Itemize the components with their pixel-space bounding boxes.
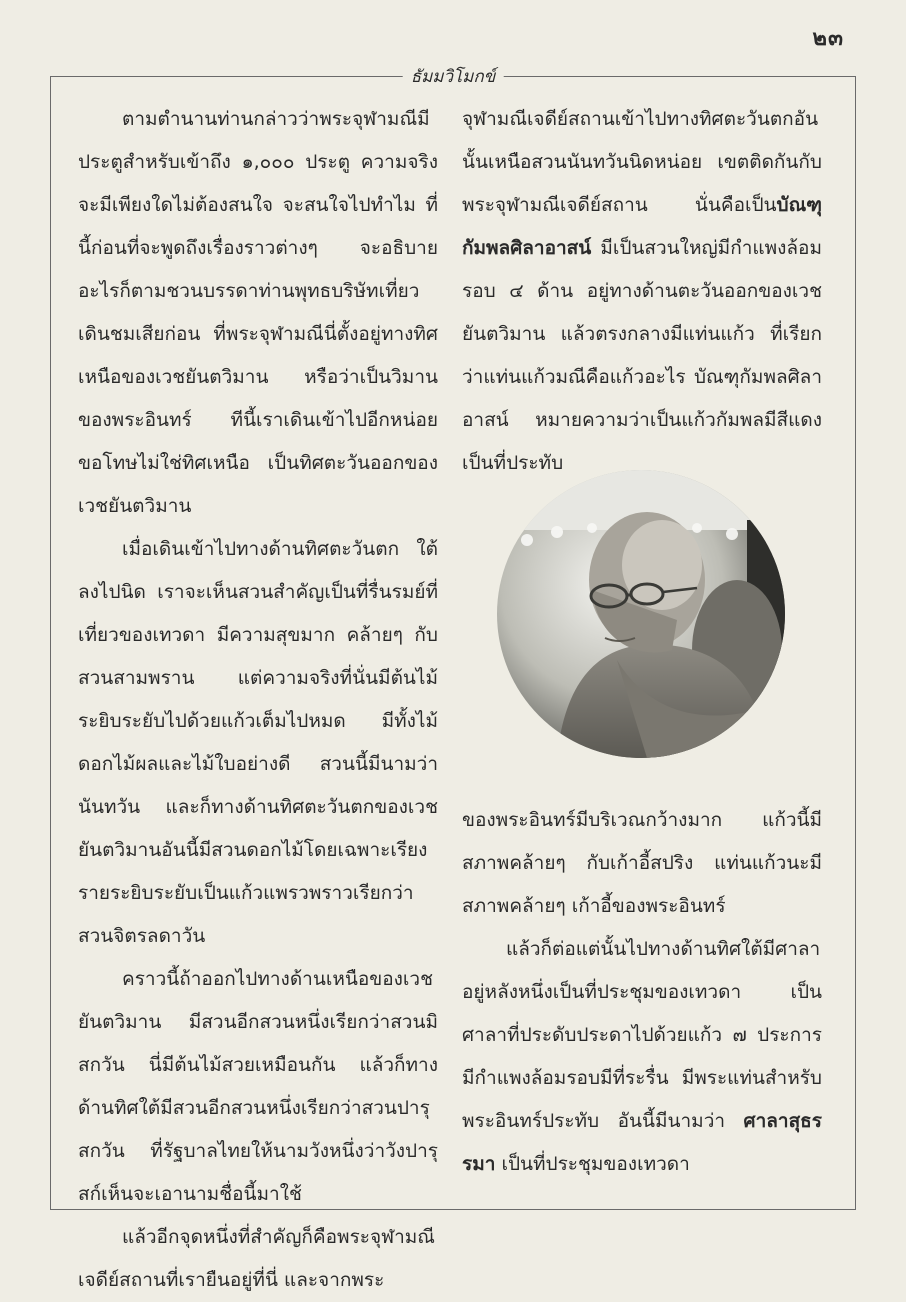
- right-column-bottom: [462, 799, 822, 1186]
- paragraph: แล้วอีกจุดหนึ่งที่สำคัญก็คือพระจุฬามณีเจดีย์สถานที่เรายืนอยู่ที่นี่ และจากพระ: [78, 1226, 435, 1291]
- text-run: จุฬามณีเจดีย์สถานเข้าไปทางทิศตะวันตกอันนั้นเหนือสวนนันทวันนิดหน่อย เขตติดกันกับพระจุฬามณีเจดีย์สถาน นั่นคือเป็น: [462, 108, 822, 216]
- paragraph: เมื่อเดินเข้าไปทางด้านทิศตะวันตก ใต้ลงไปนิด เราจะเห็นสวนสำคัญเป็นที่รื่นรมย์ที่เที่ยวของเทวดา มีความสุขมาก คล้ายๆ กับสวนสามพราน แต่ความจริงที่นั่นมีต้นไม้ระยิบระยับไปด้วยแก้วเต็มไปหมด มีทั้งไม้ดอกไม้ผลและไม้ใบอย่างดี สวนนี้มีนามว่านันทวัน และก็ทางด้านทิศตะวันตกของเวชยันตวิมานอันนี้มีสวนดอกไม้โดยเฉพาะเรียงรายระยิบระยับเป็นแก้วแพรวพราวเรียกว่าสวนจิตรลดาวัน: [78, 538, 438, 947]
- paragraph: ของพระอินทร์มีบริเวณกว้างมาก แก้วนี้มีสภาพคล้ายๆ กับเก้าอี้สปริง แท่นแก้วนะมีสภาพคล้ายๆ เก้าอี้ของพระอินทร์: [462, 809, 822, 917]
- running-head: ธัมมวิโมกข์: [403, 63, 504, 90]
- text-run: มีเป็นสวนใหญ่มีกำแพงล้อมรอบ ๔ ด้าน อยู่ทางด้านตะวันออกของเวชยันตวิมาน แล้วตรงกลางมีแท่นแก้ว ที่เรียกว่าแท่นแก้วมณีคือแก้วอะไร บัณฑุกัมพลศิลาอาสน์ หมายความว่าเป็นแก้วกัมพลมีสีแดง เป็นที่ประทับ: [462, 237, 822, 474]
- content-frame: [50, 67, 856, 1291]
- right-column-top: [462, 98, 822, 485]
- paragraph: [462, 98, 822, 485]
- page-number: ๒๓: [812, 26, 844, 51]
- bold-term: ศาลาสุธรรมา: [462, 1110, 822, 1175]
- text-run: เป็นที่ประชุมของเทวดา: [495, 1153, 690, 1175]
- paragraph: ตามตำนานท่านกล่าวว่าพระจุฬามณีมีประตูสำหรับเข้าถึง ๑,๐๐๐ ประตู ความจริงจะมีเพียงใดไม่ต้องสนใจ จะสนใจไปทำไม ที่นี้ก่อนที่จะพูดถึงเรื่องราวต่างๆ จะอธิบายอะไรก็ตามชวนบรรดาท่านพุทธบริษัทเที่ยวเดินชมเสียก่อน ที่พระจุฬามณีนี่ตั้งอยู่ทางทิศเหนือของเวชยันตวิมาน หรือว่าเป็นวิมานของพระอินทร์ ทีนี้เราเดินเข้าไปอีกหน่อย ขอโทษไม่ใช่ทิศเหนือ เป็นทิศตะวันออกของเวชยันตวิมาน: [78, 108, 438, 517]
- paragraph: คราวนี้ถ้าออกไปทางด้านเหนือของเวชยันตวิมาน มีสวนอีกสวนหนึ่งเรียกว่าสวนมิสกวัน นี่มีต้นไม้สวยเหมือนกัน แล้วก็ทางด้านทิศใต้มีสวนอีกสวนหนึ่งเรียกว่าสวนปารุสกวัน ที่รัฐบาลไทยให้นามวังหนึ่งว่าวังปารุสก์เห็นจะเอานามชื่อนี้มาใช้: [78, 968, 438, 1205]
- monk-portrait-photo: [497, 470, 785, 758]
- portrait-image: [497, 470, 785, 758]
- bold-term: บัณฑุกัมพลศิลาอาสน์: [462, 194, 822, 259]
- left-column: [78, 98, 438, 1302]
- paragraph: [462, 928, 822, 1186]
- text-run: แล้วก็ต่อแต่นั้นไปทางด้านทิศใต้มีศาลาอยู่หลังหนึ่งเป็นที่ประชุมของเทวดา เป็นศาลาที่ประดับประดาไปด้วยแก้ว ๗ ประการ มีกำแพงล้อมรอบมีที่ระรื่น มีพระแท่นสำหรับพระอินทร์ประทับ อันนี้มีนามว่า: [462, 938, 822, 1132]
